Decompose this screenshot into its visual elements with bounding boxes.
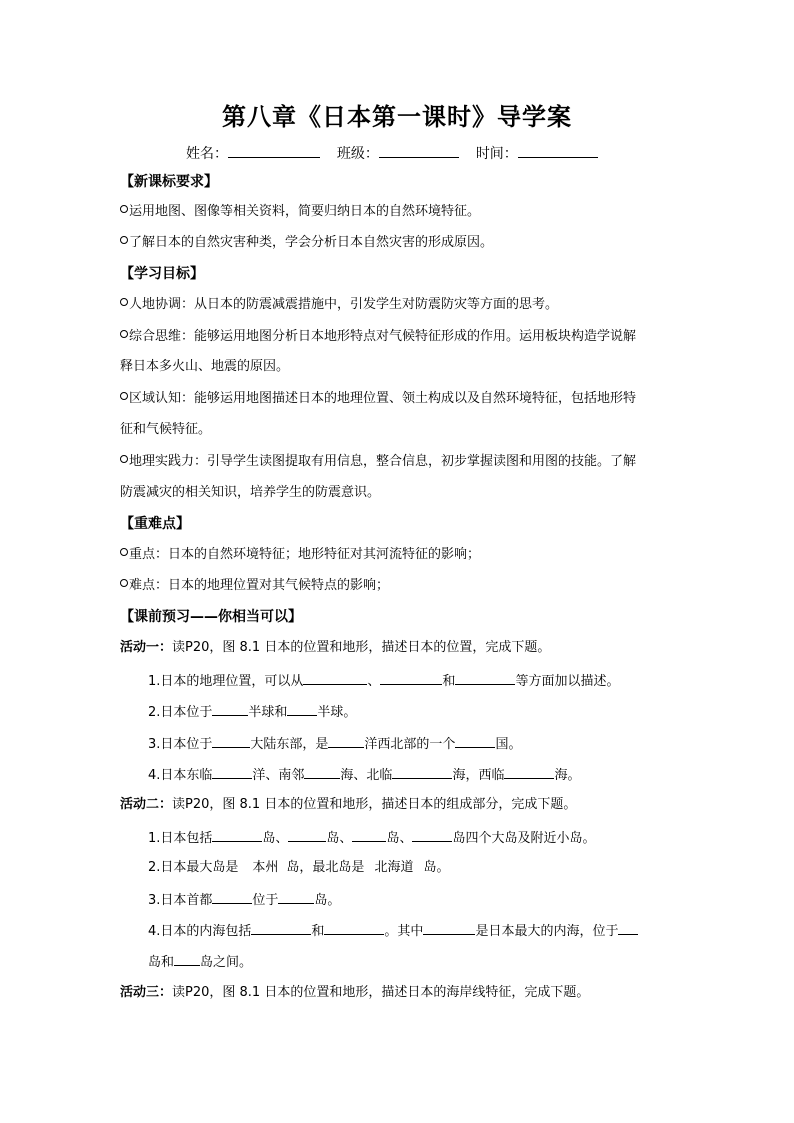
answer-blank[interactable] [352, 827, 386, 842]
standards-item: 运用地图、图像等相关资料，简要归纳日本的自然环境特征。 [120, 202, 690, 222]
activity2-question-4: 4.日本的内海包括 和 。其中 是日本最大的内海，位于 [148, 920, 718, 942]
bullet-icon [120, 579, 128, 587]
activity3-intro: 活动三：读P20，图 8.1 日本的位置和地形，描述日本的海岸线特征，完成下题。 [120, 985, 590, 1000]
class-label: 班级： [336, 146, 379, 162]
answer-blank[interactable] [324, 920, 384, 935]
answer-blank[interactable] [212, 889, 252, 904]
answer-blank[interactable] [455, 670, 515, 685]
preview-heading: 【课前预习——你相当可以】 [120, 609, 302, 625]
answer-blank[interactable] [278, 889, 314, 904]
answer-blank[interactable] [287, 701, 317, 716]
time-label: 时间： [475, 146, 518, 162]
goal-item-continued: 征和气候特征。 [120, 422, 212, 437]
bullet-icon [120, 330, 128, 338]
page-title: 第八章《日本第一课时》导学案 [222, 103, 572, 131]
student-info-row [186, 143, 598, 164]
name-label: 姓名： [186, 146, 228, 162]
activity2-question-1: 1.日本包括 岛、 岛、 岛、 岛四个大岛及附近小岛。 [148, 827, 718, 849]
activity2-question-2: 2.日本最大岛是 本州 岛，最北岛是 北海道 岛。 [148, 860, 450, 875]
answer-blank[interactable] [392, 764, 452, 779]
activity1-question-2: 2.日本位于 半球和 半球。 [148, 701, 718, 723]
answer-blank[interactable] [455, 733, 495, 748]
activity2-intro: 活动二：读P20，图 8.1 日本的位置和地形，描述日本的组成部分，完成下题。 [120, 797, 577, 812]
answer-blank[interactable] [423, 920, 475, 935]
answer-blank[interactable] [174, 951, 200, 966]
name-blank[interactable] [228, 143, 320, 158]
activity1-intro: 活动一：读P20，图 8.1 日本的位置和地形，描述日本的位置，完成下题。 [120, 640, 551, 655]
answer-blank[interactable] [212, 701, 248, 716]
answer-blank[interactable] [328, 733, 364, 748]
standards-item: 了解日本的自然灾害种类，学会分析日本自然灾害的形成原因。 [120, 233, 690, 253]
activity1-question-1: 1.日本的地理位置，可以从 、 和 等方面加以描述。 [148, 670, 718, 692]
answer-blank[interactable] [251, 920, 311, 935]
activity1-question-4: 4.日本东临 洋、南邻 海、北临 海，西临 海。 [148, 764, 718, 786]
keypoints-heading: 【重难点】 [120, 516, 190, 532]
answer-blank[interactable] [618, 920, 638, 935]
answer-filled: 北海道 [374, 860, 414, 875]
answer-blank[interactable] [212, 733, 250, 748]
bullet-icon [120, 236, 128, 244]
answer-blank[interactable] [380, 670, 442, 685]
goal-item: 综合思维：能够运用地图分析日本地形特点对气候特征形成的作用。运用板块构造学说解 [120, 327, 690, 347]
goal-item: 区域认知：能够运用地图描述日本的地理位置、领土构成以及自然环境特征，包括地形特 [120, 389, 690, 409]
keypoint-item: 重点：日本的自然环境特征；地形特征对其河流特征的影响； [120, 545, 690, 565]
goal-item-continued: 防震减灾的相关知识，培养学生的防震意识。 [120, 485, 381, 500]
bullet-icon [120, 392, 128, 400]
goal-item: 地理实践力：引导学生读图提取有用信息，整合信息，初步掌握读图和用图的技能。了解 [120, 452, 690, 472]
answer-blank[interactable] [288, 827, 326, 842]
answer-blank[interactable] [504, 764, 554, 779]
bullet-icon [120, 455, 128, 463]
class-blank[interactable] [379, 143, 459, 158]
goal-item: 人地协调：从日本的防震减震措施中，引发学生对防震防灾等方面的思考。 [120, 295, 690, 315]
answer-blank[interactable] [212, 764, 252, 779]
bullet-icon [120, 548, 128, 556]
activity2-question-3: 3.日本首都 位于 岛。 [148, 889, 718, 911]
keypoint-item: 难点：日本的地理位置对其气候特点的影响； [120, 576, 690, 596]
activity1-question-3: 3.日本位于 大陆东部，是 洋西北部的一个 国。 [148, 733, 718, 755]
answer-blank[interactable] [304, 764, 340, 779]
time-blank[interactable] [518, 143, 598, 158]
activity2-question-4-continued: 岛和 岛之间。 [148, 951, 718, 973]
answer-filled: 本州 [252, 860, 279, 875]
answer-blank[interactable] [212, 827, 262, 842]
goals-heading: 【学习目标】 [120, 266, 204, 282]
bullet-icon [120, 205, 128, 213]
goal-item-continued: 释日本多火山、地震的原因。 [120, 359, 290, 374]
answer-blank[interactable] [303, 670, 367, 685]
answer-blank[interactable] [412, 827, 452, 842]
standards-heading: 【新课标要求】 [120, 174, 218, 190]
bullet-icon [120, 298, 128, 306]
